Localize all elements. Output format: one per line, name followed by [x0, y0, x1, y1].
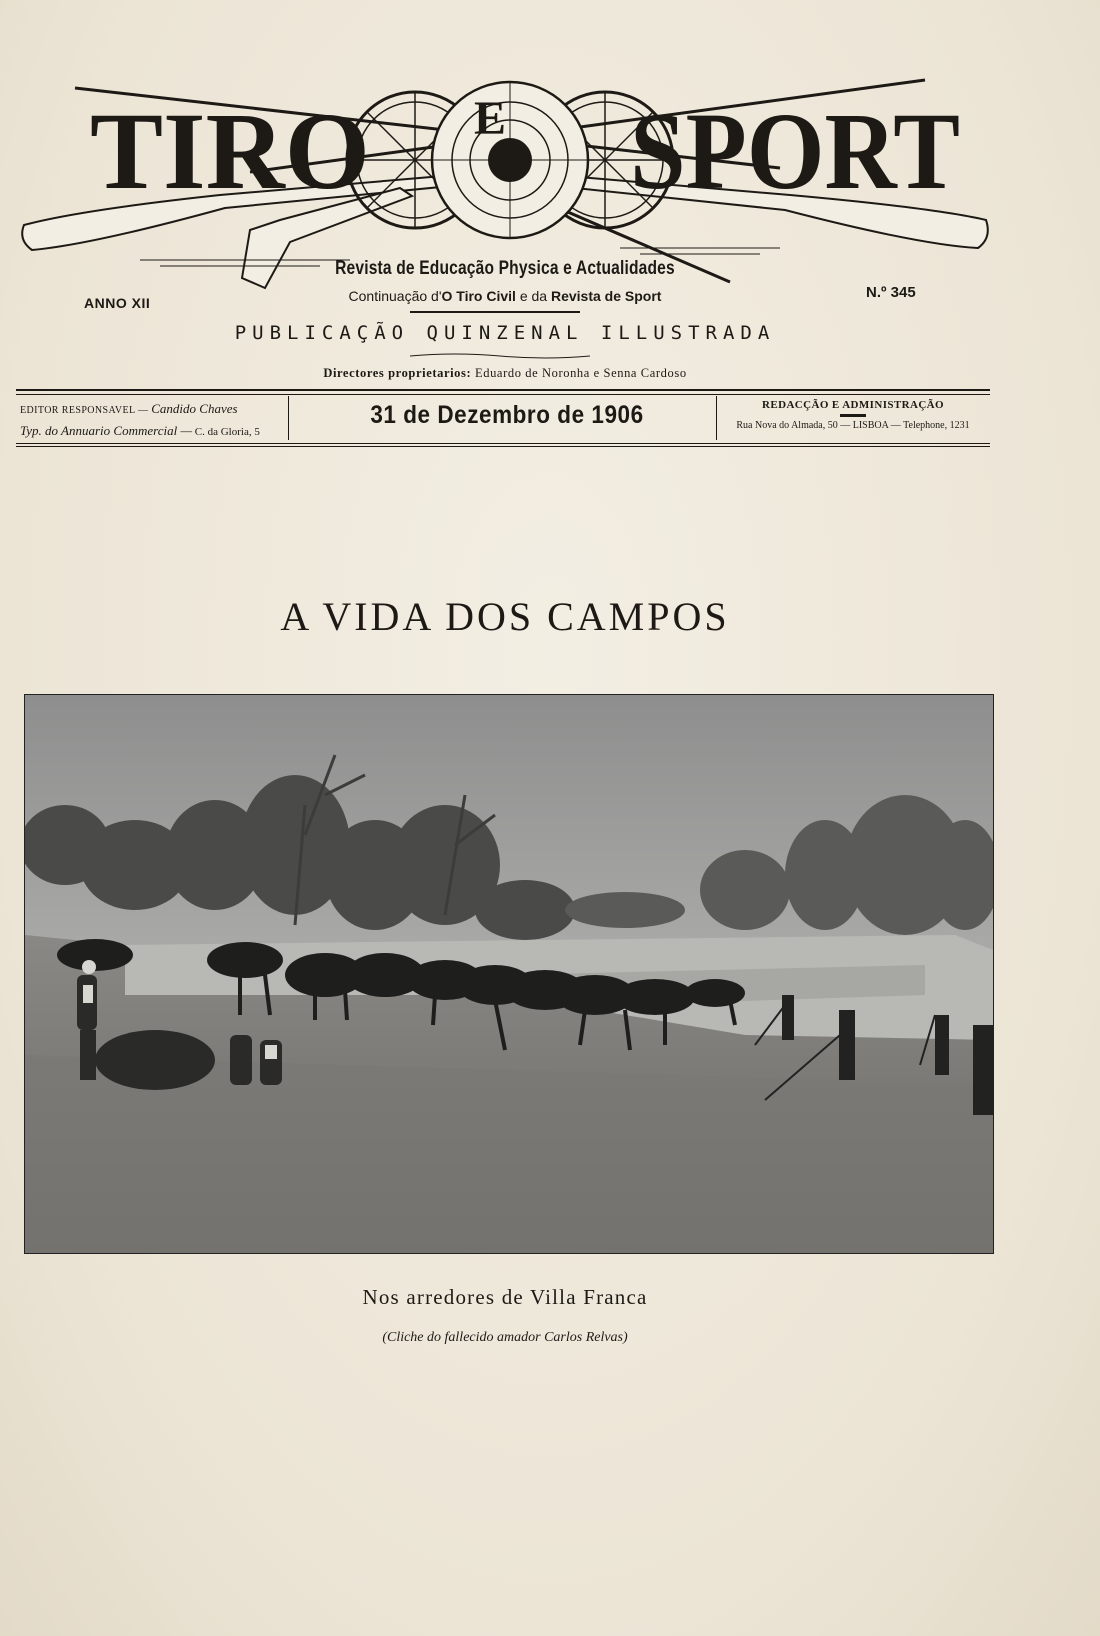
masthead-title-left: TIRO	[90, 90, 370, 212]
redaction-title: REDACÇÃO E ADMINISTRAÇÃO	[762, 399, 944, 411]
issue-number: N.º 345	[866, 284, 916, 301]
continuation-tiro-civil: O Tiro Civil	[441, 288, 516, 304]
article-photograph	[24, 694, 994, 1254]
typography-address: C. da Gloria, 5	[194, 426, 260, 438]
article-headline: A VIDA DOS CAMPOS	[280, 593, 730, 639]
publication-line: PUBLICAÇÃO QUINZENAL ILLUSTRADA	[234, 322, 776, 344]
masthead-title-mid: E	[474, 92, 507, 145]
directors-names: Eduardo de Noronha e Senna Cardoso	[475, 366, 687, 380]
redaction-block	[716, 399, 990, 431]
continuation-revista-sport: Revista de Sport	[550, 288, 662, 304]
subtitle-rule	[410, 311, 580, 313]
photo-credit: (Cliche do fallecido amador Carlos Relvas)	[382, 1330, 628, 1345]
editor-block	[20, 401, 290, 439]
typography-label: Typ. do Annuario Commercial —	[20, 423, 193, 438]
redaction-rule	[840, 414, 866, 417]
masthead-title-right: SPORT	[630, 90, 960, 212]
info-band	[16, 389, 990, 444]
year-label: ANNO XII	[84, 295, 151, 311]
masthead-continuation	[0, 288, 1010, 304]
redaction-address: Rua Nova do Almada, 50 — LISBOA — Telephone, 1231	[736, 420, 970, 431]
ornament-divider	[410, 352, 590, 360]
photo-river-cattle	[25, 695, 993, 1253]
directors-label: Directores proprietarios:	[323, 366, 472, 380]
editor-label: EDITOR RESPONSAVEL —	[20, 405, 149, 416]
masthead-subtitle: Revista de Educação Physica e Actualidades	[335, 258, 675, 279]
continuation-prefix: Continuação d'	[348, 288, 442, 304]
issue-date: 31 de Dezembro de 1906	[370, 401, 644, 429]
continuation-mid: e da	[515, 288, 551, 304]
photo-caption: Nos arredores de Villa Franca	[362, 1285, 648, 1309]
directors-line	[0, 366, 1010, 381]
editor-name: Candido Chaves	[151, 401, 238, 416]
